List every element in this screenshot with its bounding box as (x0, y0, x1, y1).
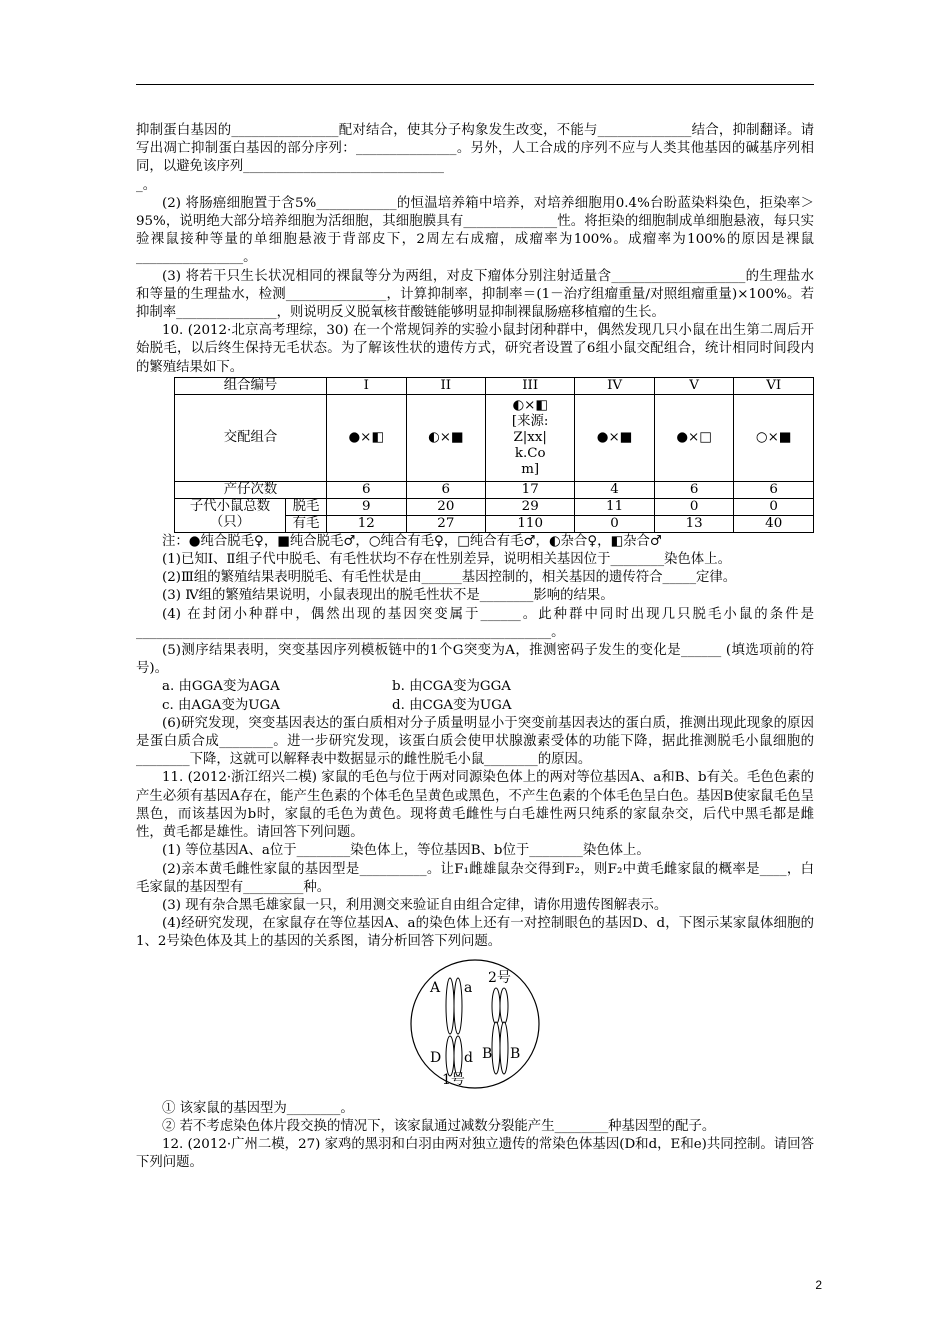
table-cell: 13 (654, 515, 734, 532)
table-cell: 0 (734, 498, 814, 515)
table-cell: ●×□ (654, 394, 734, 481)
paragraph: ① 该家鼠的基因型为________。 (162, 1100, 354, 1116)
paragraph: (2)亲本黄毛雌性家鼠的基因型是__________。让F₁雌雄鼠杂交得到F₂，则F₂中黄毛雌家鼠的概率是____，白毛家鼠的基因型有_________种。 (136, 861, 814, 895)
question-11-stem: 11. (2012·浙江绍兴二模) 家鼠的毛色与位于两对同源染色体上的两对等位基因A、a和B、b有关。毛色色素的产生必须有基因A存在，能产生色素的个体毛色呈黄色或黑色，不产生色素的个体毛色呈白色。基因B使家鼠毛色呈黑色，而该基因为b时，家鼠的毛色为黄色。现将黄毛雌性与白毛雄性两只纯系的家鼠杂交，后代中黑毛都是雌性，黄毛都是雄性。请回答下列问题。 (136, 770, 814, 841)
paragraph: (3) Ⅳ组的繁殖结果说明，小鼠表现出的脱毛性状不是________影响的结果。 (162, 588, 614, 604)
table-cell: 20 (406, 498, 486, 515)
table-cell: 17 (486, 481, 575, 498)
chromatid (500, 1022, 508, 1074)
page-number: 2 (815, 1278, 822, 1292)
paragraph: (3) 将若干只生长状况相同的裸鼠等分为两组，对皮下瘤体分别注射适量含____________________的生理盐水和等量的生理盐水，检测_______________，计算抑制率，抑制率＝(1－治疗组瘤重量/对照组瘤重量)×100%。若抑制率_______________，则说明反义脱氧核苷酸链能够明显抑制裸鼠肠癌移植瘤的生长。 (136, 268, 814, 321)
table-cell: ◐×■ (406, 394, 486, 481)
paragraph: (1) 等位基因A、a位于________染色体上，等位基因B、b位于________染色体上。 (162, 843, 650, 859)
option-row (162, 678, 814, 696)
table-cell: 11 (575, 498, 655, 515)
cross-symbol: ◐×◧ (512, 397, 548, 413)
table-header-cell: V (654, 377, 734, 394)
table-cell: 12 (327, 515, 407, 532)
table-header-cell: II (406, 377, 486, 394)
option-a: a. 由GGA变为AGA (162, 679, 280, 695)
table-row (175, 481, 814, 498)
table-cell: 27 (406, 515, 486, 532)
paragraph: (3) 现有杂合黑毛雄家鼠一只，利用测交来验证自由组合定律，请你用遗传图解表示。 (162, 897, 668, 913)
paragraph: 抑制蛋白基因的________________配对结合，使其分子构象发生改变，不能与______________结合，抑制翻译。请写出凋亡抑制蛋白基因的部分序列：_______________。另外，人工合成的序列不应与人类其他基因的碱基序列相同，以避免该序列______________________________ (136, 123, 814, 175)
paragraph: _。 (136, 177, 157, 193)
question-12-stem: 12. (2012·广州二模，27) 家鸡的黑羽和白羽由两对独立遗传的常染色体基因(D和d，E和e)共同控制。请回答下列问题。 (136, 1137, 814, 1171)
chromosome-label: 2号 (488, 969, 511, 986)
table-cell: 产仔次数 (175, 481, 327, 498)
chromatid (492, 988, 500, 1024)
paragraph: ② 若不考虑染色体片段交换的情况下，该家鼠通过减数分裂能产生________种基因型的配子。 (162, 1118, 716, 1134)
table-header-cell: 组合编号 (175, 377, 327, 394)
table-cell: 4 (575, 481, 655, 498)
gene-label: B (510, 1045, 521, 1062)
option-d: d. 由CGA变为UGA (392, 697, 512, 713)
gene-label: d (464, 1049, 473, 1066)
table-cell: ○×■ (734, 394, 814, 481)
option-row (162, 697, 814, 715)
question-10-stem: 10. (2012·北京高考理综，30) 在一个常规饲养的实验小鼠封闭种群中，偶然发现几只小鼠在出生第二周后开始脱毛，以后终生保持无毛状态。为了解该性状的遗传方式，研究者设置了6组小鼠交配组合，统计相同时间段内的繁殖结果如下。 (136, 323, 814, 375)
table-cell: 0 (575, 515, 655, 532)
header-rule (136, 84, 814, 85)
table-row (175, 377, 814, 394)
gene-label: B (482, 1045, 493, 1062)
paragraph: (4)经研究发现，在家鼠存在等位基因A、a的染色体上还有一对控制眼色的基因D、d，下图示某家鼠体细胞的1、2号染色体及其上的基因的关系图，请分析回答下列问题。 (136, 916, 814, 950)
table-cell: 29 (486, 498, 575, 515)
breeding-results-table (174, 377, 814, 533)
table-cell: 6 (734, 481, 814, 498)
table-cell: 有毛 (286, 515, 327, 532)
table-cell: ●×◧ (327, 394, 407, 481)
table-cell (486, 394, 575, 481)
table-cell: 交配组合 (175, 394, 327, 481)
source-watermark: [来源:Z|xx|k.Com] (511, 413, 549, 477)
chromosome-label: 1号 (442, 1071, 465, 1088)
paragraph: (2) 将肠癌细胞置于含5%____________的恒温培养箱中培养，对培养细胞用0.4%台盼蓝染料染色，拒染率＞95%，说明绝大部分培养细胞为活细胞，其细胞膜具有______________性。将拒染的细胞制成单细胞悬液，每只实验裸鼠接种等量的单细胞悬液于背部皮下，2周左右成瘤，成瘤率为100%。成瘤率为100%的原因是裸鼠________________。 (136, 195, 814, 266)
paragraph: (6)研究发现，突变基因表达的蛋白质相对分子质量明显小于突变前基因表达的蛋白质，推测出现此现象的原因是蛋白质合成________。进一步研究发现，该蛋白质会使甲状腺激素受体的功能下降，据此推测脱毛小鼠细胞的________下降，这就可以解释表中数据显示的雌性脱毛小鼠________的原因。 (136, 715, 814, 768)
option-c: c. 由AGA变为UGA (162, 697, 280, 713)
paragraph: (1)已知Ⅰ、Ⅱ组子代中脱毛、有毛性状均不存在性别差异，说明相关基因位于________染色体上。 (162, 552, 731, 568)
page-content (136, 122, 814, 1173)
chromatid (454, 1036, 462, 1076)
table-cell: 6 (406, 481, 486, 498)
table-cell: 子代小鼠总数（只） (175, 498, 286, 532)
table-cell: 6 (327, 481, 407, 498)
chromosome-diagram (400, 956, 550, 1092)
table-header-cell: III (486, 377, 575, 394)
chromatid (492, 1022, 500, 1074)
table-cell: 40 (734, 515, 814, 532)
table-cell: 0 (654, 498, 734, 515)
table-header-cell: VI (734, 377, 814, 394)
gene-label: a (464, 979, 473, 996)
paragraph: (4) 在封闭小种群中，偶然出现的基因突变属于______。此种群中同时出现几只脱毛小鼠的条件是______________________________________________________________。 (136, 606, 814, 640)
table-cell: ●×■ (575, 394, 655, 481)
table-cell: 脱毛 (286, 498, 327, 515)
paragraph: (5)测序结果表明，突变基因序列模板链中的1个G突变为A，推测密码子发生的变化是______ (填选项前的符号)。 (136, 643, 814, 677)
table-row (175, 498, 814, 515)
chromatid (500, 988, 508, 1024)
table-note: 注：●纯合脱毛♀，■纯合脱毛♂，○纯合有毛♀，□纯合有毛♂，◐杂合♀，◧杂合♂ (162, 533, 662, 549)
paragraph: (2)Ⅲ组的繁殖结果表明脱毛、有毛性状是由______基因控制的，相关基因的遗传符合_____定律。 (162, 570, 737, 586)
gene-label: D (430, 1049, 442, 1066)
table-cell: 110 (486, 515, 575, 532)
table-cell: 9 (327, 498, 407, 515)
chromatid (446, 1036, 454, 1076)
chromatid (454, 978, 462, 1034)
table-header-cell: IV (575, 377, 655, 394)
table-row (175, 394, 814, 481)
gene-label: A (430, 979, 441, 996)
table-header-cell: I (327, 377, 407, 394)
option-b: b. 由CGA变为GGA (392, 679, 511, 695)
chromatid (446, 978, 454, 1034)
table-cell: 6 (654, 481, 734, 498)
